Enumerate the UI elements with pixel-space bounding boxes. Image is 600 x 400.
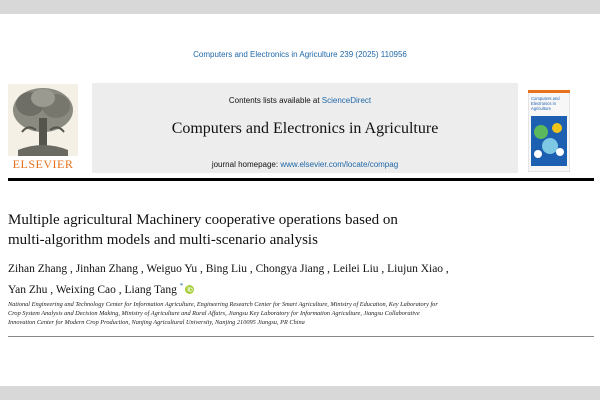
masthead-rule	[8, 178, 594, 181]
journal-homepage-line	[92, 160, 518, 169]
cover-title-line-2: Electronics in	[531, 101, 556, 106]
article-title-line-2: multi-algorithm models and multi-scenario analysis	[8, 232, 318, 248]
authors-line-2[interactable]: Yan Zhu , Weixing Cao , Liang Tang	[8, 283, 177, 296]
journal-cover-thumbnail-icon[interactable]	[528, 90, 570, 172]
sciencedirect-link[interactable]: ScienceDirect	[321, 96, 372, 105]
author-list	[8, 261, 568, 299]
orcid-icon[interactable]	[185, 285, 194, 294]
section-divider	[8, 336, 594, 337]
corresponding-author-mark[interactable]: *	[179, 282, 184, 290]
contents-available-line	[0, 96, 600, 105]
article-title-line-1: Multiple agricultural Machinery cooperative operations based on	[8, 212, 398, 228]
affiliation-line-3: Innovation Center for Modern Crop Production, Nanjing Agricultural University, Nanjing 210095 Jiangsu, PR China	[8, 319, 305, 326]
authors-line-2-wrap	[8, 278, 568, 299]
cover-title-line-3: Agriculture	[531, 106, 552, 111]
contents-prefix: Contents lists available at	[228, 96, 322, 105]
paper-page	[0, 14, 600, 386]
journal-title: Computers and Electronics in Agriculture	[171, 120, 439, 137]
affiliation-line-1: National Engineering and Technology Center for Information Agriculture, Engineering Research Center for Smart Agriculture, Ministry of Education, Key Laboratory for	[8, 301, 438, 308]
journal-homepage-link[interactable]: www.elsevier.com/locate/compag	[280, 160, 399, 169]
affiliation	[8, 300, 568, 327]
elsevier-wordmark: ELSEVIER	[12, 157, 74, 171]
affiliation-line-2: Crop System Analysis and Decision Making, Ministry of Agriculture and Rural Affairs, Jiangsu Key Laboratory for Information Agriculture, Jiangsu Collaborative	[8, 310, 420, 317]
journal-citation[interactable]: Computers and Electronics in Agriculture 239 (2025) 110956	[193, 50, 407, 59]
homepage-prefix: journal homepage:	[211, 160, 281, 169]
authors-line-1[interactable]: Zihan Zhang , Jinhan Zhang , Weiguo Yu , Bing Liu , Chongya Jiang , Leilei Liu , Liujun Xiao ,	[8, 263, 449, 275]
article-title	[8, 210, 568, 250]
cover-title-line-1: Computers and	[531, 96, 560, 101]
